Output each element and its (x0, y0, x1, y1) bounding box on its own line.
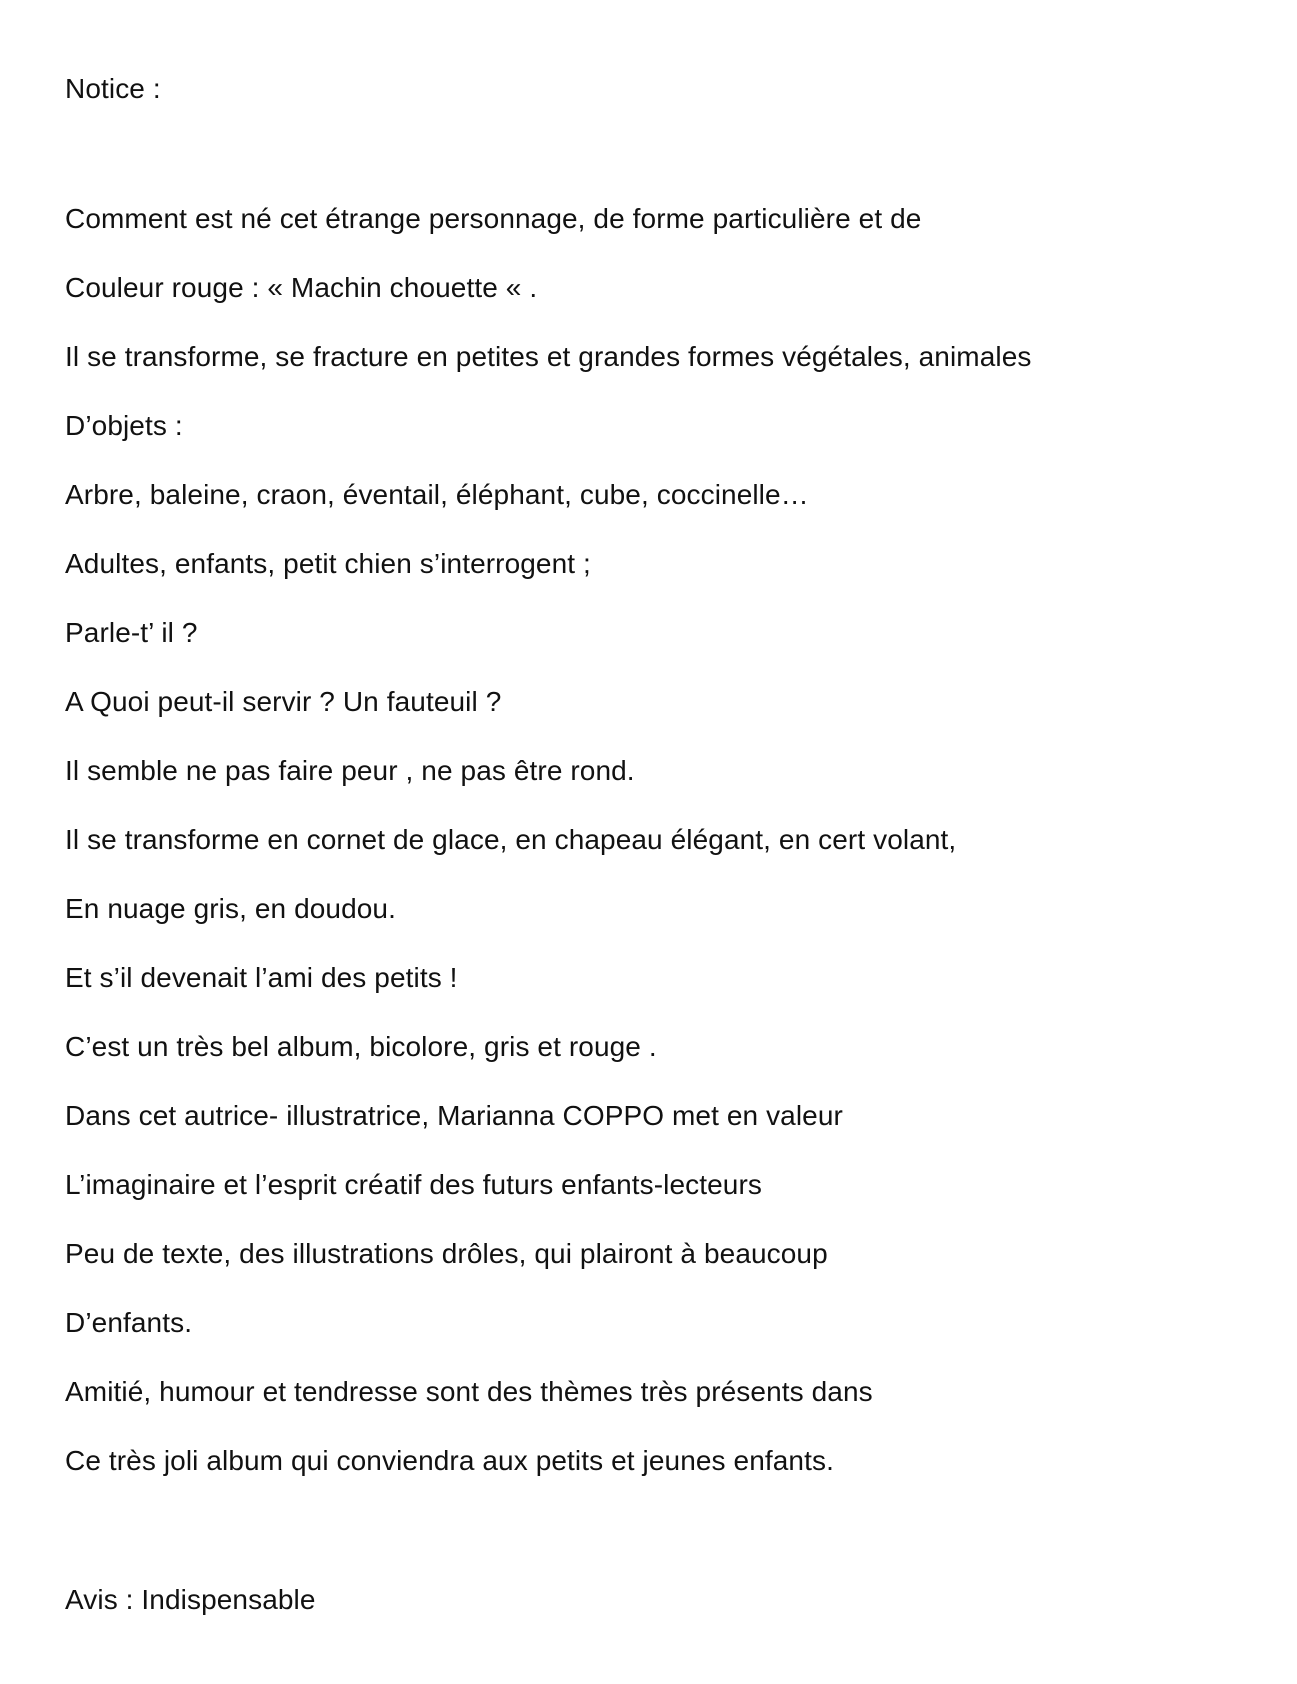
paragraph-line: A Quoi peut-il servir ? Un fauteuil ? (65, 686, 502, 717)
paragraph-line: Amitié, humour et tendresse sont des thèmes très présents dans (65, 1376, 873, 1407)
paragraph-line: Adultes, enfants, petit chien s’interrogent ; (65, 548, 591, 579)
paragraph-line: Il semble ne pas faire peur , ne pas être rond. (65, 755, 635, 786)
paragraph-line: L’imaginaire et l’esprit créatif des futurs enfants-lecteurs (65, 1169, 762, 1200)
paragraph-line: Parle-t’ il ? (65, 617, 198, 648)
paragraph-line: Dans cet autrice- illustratrice, Marianna COPPO met en valeur (65, 1100, 843, 1131)
paragraph-line: Et s’il devenait l’ami des petits ! (65, 962, 458, 993)
paragraph-line: Il se transforme, se fracture en petites et grandes formes végétales, animales (65, 341, 1032, 372)
paragraph-line: C’est un très bel album, bicolore, gris et rouge . (65, 1031, 657, 1062)
notice-heading: Notice : (65, 73, 161, 104)
paragraph-line: D’enfants. (65, 1307, 193, 1338)
paragraph-line: Comment est né cet étrange personnage, de forme particulière et de (65, 203, 922, 234)
verdict-line: Avis : Indispensable (65, 1584, 316, 1615)
paragraph-line: Il se transforme en cornet de glace, en chapeau élégant, en cert volant, (65, 824, 957, 855)
paragraph-line: Arbre, baleine, craon, éventail, éléphant, cube, coccinelle… (65, 479, 809, 510)
paragraph-line: En nuage gris, en doudou. (65, 893, 396, 924)
paragraph-line: D’objets : (65, 410, 183, 441)
paragraph-line: Peu de texte, des illustrations drôles, qui plairont à beaucoup (65, 1238, 828, 1269)
paragraph-line: Ce très joli album qui conviendra aux petits et jeunes enfants. (65, 1445, 834, 1476)
paragraph-line: Couleur rouge : « Machin chouette « . (65, 272, 538, 303)
